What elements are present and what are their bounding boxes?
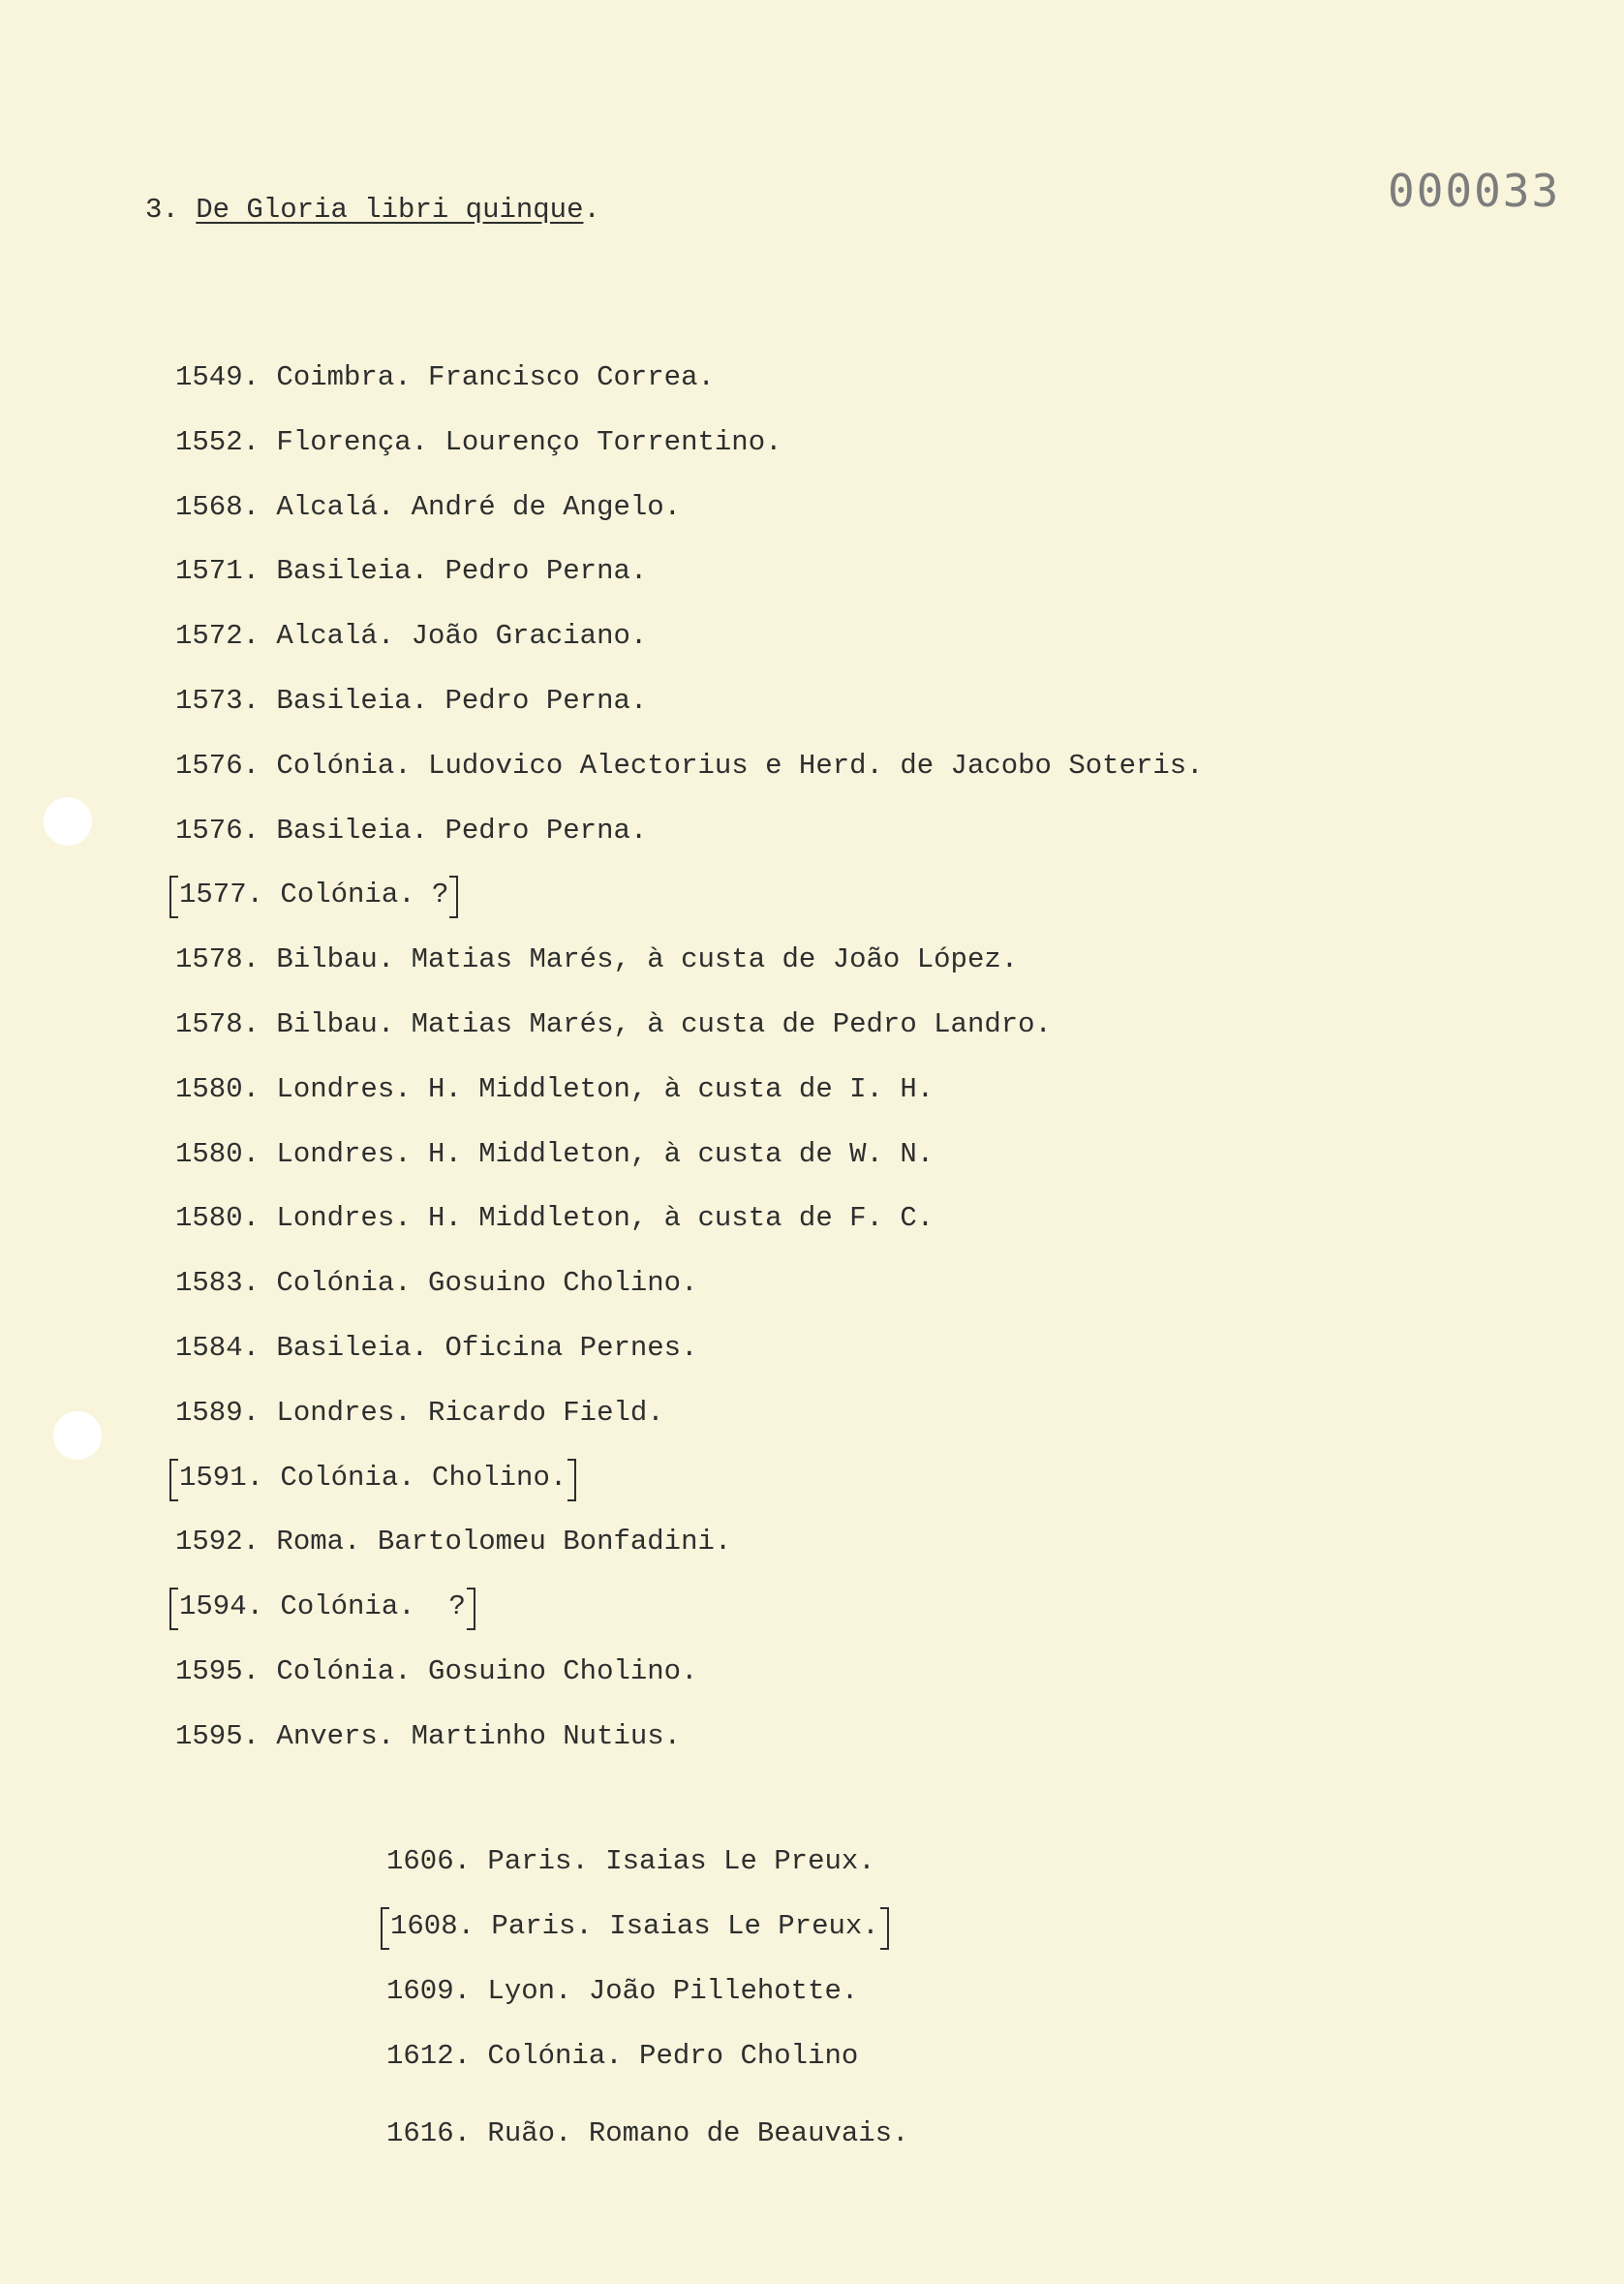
edition-entry [175,1525,731,1559]
edition-year: 1576. [175,749,260,782]
archive-number-stamp: 000033 [1388,165,1561,217]
edition-entry [175,749,1204,784]
edition-place-printer: Londres. H. Middleton, à custa de W. N. [276,1137,935,1170]
edition-entry [386,1974,858,2009]
edition-place-printer: Colónia. Gosuino Cholino. [276,1655,698,1687]
edition-entry [175,942,1018,977]
section-heading [145,194,600,226]
edition-entry [175,1007,1052,1042]
edition-place-printer: Basileia. Pedro Perna. [276,814,648,847]
edition-place-printer: Basileia. Oficina Pernes. [276,1332,698,1364]
edition-entry [175,684,647,719]
edition-entry [175,619,647,654]
edition-place-printer: Paris. Isaias Le Preux. [487,1845,875,1877]
edition-place-printer: Londres. Ricardo Field. [276,1396,664,1429]
edition-year: 1592. [175,1526,260,1559]
edition-place-printer: Basileia. Pedro Perna. [276,555,648,588]
edition-entry [386,2039,858,2074]
edition-year: 1571. [175,555,260,588]
edition-entry [175,1590,470,1624]
edition-year: 1549. [175,361,260,393]
punch-hole [44,797,92,846]
edition-year: 1591. [179,1461,264,1494]
edition-place-printer: Alcalá. João Graciano. [276,620,648,653]
edition-entry [386,1909,883,1944]
edition-entry [386,1844,875,1879]
edition-entry [175,490,681,525]
edition-place-printer: Alcalá. André de Angelo. [276,490,682,523]
edition-year: 1595. [175,1719,260,1752]
edition-place-printer: Colónia. Cholino. [280,1461,567,1494]
section-number: 3. [145,194,179,226]
edition-place-printer: Colónia. ? [280,879,449,911]
edition-entry [175,1137,934,1172]
edition-year: 1578. [175,1008,260,1040]
edition-entry [175,425,782,460]
edition-year: 1609. [386,1975,472,2007]
edition-place-printer: Colónia. Gosuino Cholino. [276,1267,698,1300]
edition-place-printer: Coimbra. Francisco Correa. [276,361,715,393]
edition-year: 1606. [386,1845,472,1877]
edition-place-printer: Basileia. Pedro Perna. [276,685,648,717]
edition-entry [175,554,647,589]
edition-place-printer: Bilbau. Matias Marés, à custa de Pedro Landro. [276,1008,1052,1040]
edition-year: 1576. [175,814,260,847]
edition-place-printer: Colónia. Ludovico Alectorius e Herd. de Jacobo Soteris. [276,749,1204,782]
edition-year: 1580. [175,1202,260,1235]
edition-entry [175,1654,698,1689]
edition-place-printer: Florença. Lourenço Torrentino. [276,425,782,458]
edition-year: 1612. [386,2040,472,2072]
edition-entry [175,1072,934,1107]
edition-entry [386,2116,909,2151]
edition-year: 1568. [175,490,260,523]
edition-entry [175,1396,664,1431]
edition-year: 1589. [175,1396,260,1429]
punch-hole [53,1411,102,1460]
edition-place-printer: Bilbau. Matias Marés, à custa de João López. [276,943,1019,976]
edition-year: 1595. [175,1655,260,1687]
edition-year: 1608. [390,1910,475,1942]
edition-year: 1616. [386,2117,472,2149]
edition-entry [175,1331,698,1366]
edition-place-printer: Londres. H. Middleton, à custa de I. H. [276,1072,935,1105]
edition-place-printer: Roma. Bartolomeu Bonfadini. [276,1526,732,1559]
edition-place-printer: Colónia. Pedro Cholino [487,2040,859,2072]
edition-year: 1580. [175,1072,260,1105]
edition-place-printer: Colónia. ? [280,1590,466,1623]
edition-place-printer: Paris. Isaias Le Preux. [491,1910,879,1942]
edition-place-printer: Anvers. Martinho Nutius. [276,1719,682,1752]
section-title-period: . [583,194,600,226]
edition-year: 1584. [175,1332,260,1364]
edition-entry [175,878,452,912]
edition-year: 1578. [175,943,260,976]
edition-entry [175,1266,698,1301]
edition-entry [175,1461,570,1496]
edition-place-printer: Lyon. João Pillehotte. [487,1975,859,2007]
edition-year: 1552. [175,425,260,458]
edition-year: 1572. [175,620,260,653]
edition-year: 1583. [175,1267,260,1300]
edition-place-printer: Ruão. Romano de Beauvais. [487,2117,909,2149]
edition-year: 1577. [179,879,264,911]
edition-entry [175,360,715,395]
edition-place-printer: Londres. H. Middleton, à custa de F. C. [276,1202,935,1235]
edition-entry [175,1719,681,1754]
edition-year: 1580. [175,1137,260,1170]
edition-year: 1573. [175,685,260,717]
section-title: De Gloria libri quinque [196,194,584,226]
edition-year: 1594. [179,1590,264,1623]
edition-entry [175,814,647,849]
edition-entry [175,1201,934,1236]
